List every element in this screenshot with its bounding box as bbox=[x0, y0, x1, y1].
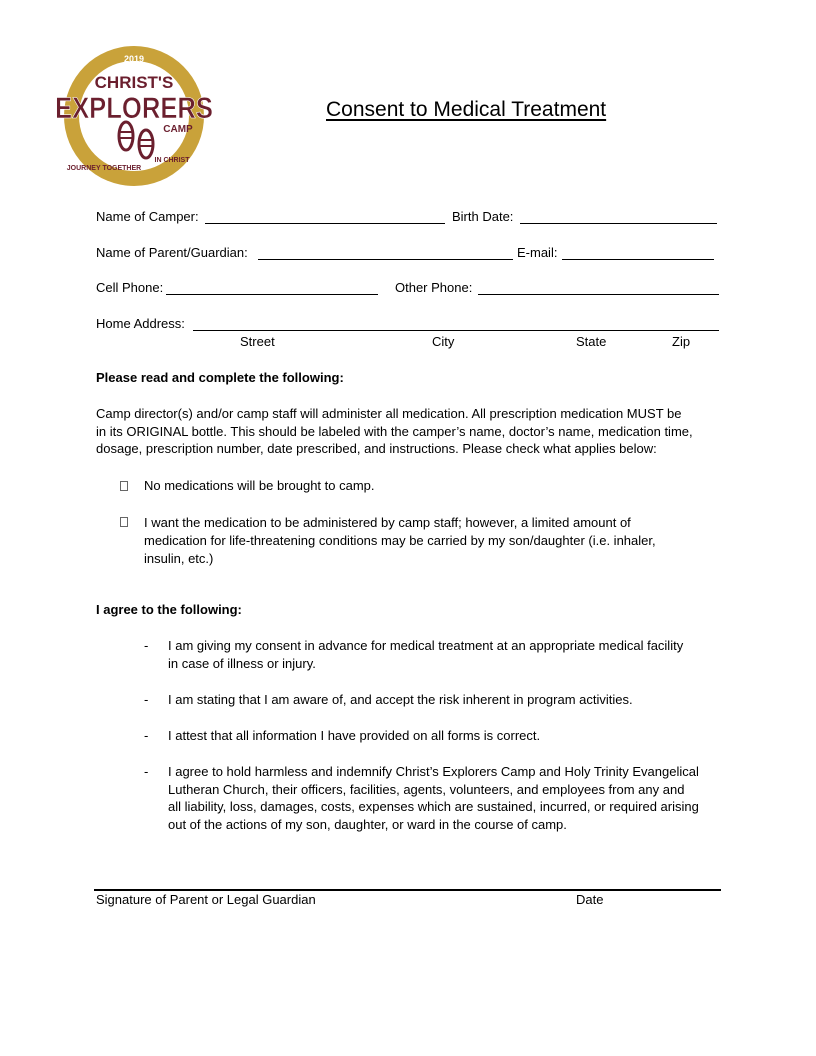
agreement-line: all liability, loss, damages, costs, expenses which are sustained, incurred, or required arising bbox=[168, 799, 699, 814]
bullet-dash: - bbox=[144, 638, 149, 653]
no-medications-checkbox[interactable] bbox=[120, 481, 128, 491]
email-field[interactable] bbox=[562, 259, 714, 260]
svg-text:JOURNEY TOGETHER: JOURNEY TOGETHER bbox=[66, 165, 142, 172]
birth-date-label: Birth Date: bbox=[452, 209, 514, 224]
svg-text:IN CHRIST: IN CHRIST bbox=[154, 157, 190, 164]
home-address-field[interactable] bbox=[193, 330, 719, 331]
bullet-dash: - bbox=[144, 728, 149, 743]
signature-label: Signature of Parent or Legal Guardian bbox=[96, 892, 316, 907]
agreement-line: I am stating that I am aware of, and accept the risk inherent in program activities. bbox=[168, 692, 633, 707]
option-line: medication for life-threatening conditions may be carried by my son/daughter (i.e. inhaler, bbox=[144, 533, 656, 548]
home-address-label: Home Address: bbox=[96, 316, 185, 331]
instructions-line: Camp director(s) and/or camp staff will administer all medication. All prescription medication MUST be bbox=[96, 406, 682, 421]
option-line: No medications will be brought to camp. bbox=[144, 478, 375, 493]
agreement-line: out of the actions of my son, daughter, or ward in the course of camp. bbox=[168, 817, 567, 832]
page-title: Consent to Medical Treatment bbox=[326, 98, 607, 121]
option-line: I want the medication to be administered by camp staff; however, a limited amount of bbox=[144, 515, 631, 530]
camp-logo-graphic bbox=[54, 44, 216, 188]
cell-phone-label: Cell Phone: bbox=[96, 280, 164, 295]
parent-name-label: Name of Parent/Guardian: bbox=[96, 245, 248, 260]
camper-name-label: Name of Camper: bbox=[96, 209, 199, 224]
agreement-line: in case of illness or injury. bbox=[168, 656, 316, 671]
bullet-dash: - bbox=[144, 764, 149, 779]
svg-text:CHRIST'S: CHRIST'S bbox=[94, 73, 174, 92]
agreement-line: I am giving my consent in advance for medical treatment at an appropriate medical facility bbox=[168, 638, 684, 653]
agreement-line: I agree to hold harmless and indemnify Christ’s Explorers Camp and Holy Trinity Evangelical bbox=[168, 764, 699, 779]
instructions-line: dosage, prescription number, date prescribed, and instructions. Please check what applies below: bbox=[96, 441, 657, 456]
agreement-line: I attest that all information I have provided on all forms is correct. bbox=[168, 728, 541, 743]
svg-text:2019: 2019 bbox=[123, 54, 145, 64]
instructions-line: in its ORIGINAL bottle. This should be labeled with the camper’s name, doctor’s name, medication time, bbox=[96, 424, 693, 439]
birth-date-field[interactable] bbox=[520, 223, 717, 224]
svg-text:EXPLORERS: EXPLORERS bbox=[55, 92, 213, 125]
camp-logo bbox=[54, 44, 216, 188]
agreement-line: Lutheran Church, their officers, facilities, agents, volunteers, and employees from any and bbox=[168, 782, 685, 797]
other-phone-label: Other Phone: bbox=[395, 280, 473, 295]
other-phone-field[interactable] bbox=[478, 294, 719, 295]
option-line: insulin, etc.) bbox=[144, 551, 214, 566]
address-street-label: Street bbox=[240, 334, 275, 349]
signature-date-label: Date bbox=[576, 892, 604, 907]
bullet-dash: - bbox=[144, 692, 149, 707]
camper-name-field[interactable] bbox=[205, 223, 445, 224]
cell-phone-field[interactable] bbox=[166, 294, 378, 295]
staff-administer-checkbox[interactable] bbox=[120, 517, 128, 527]
address-city-label: City bbox=[432, 334, 455, 349]
svg-text:CAMP: CAMP bbox=[163, 124, 193, 135]
section2-heading: I agree to the following: bbox=[96, 602, 242, 617]
address-state-label: State bbox=[576, 334, 607, 349]
address-zip-label: Zip bbox=[672, 334, 691, 349]
email-label: E-mail: bbox=[517, 245, 558, 260]
parent-name-field[interactable] bbox=[258, 259, 513, 260]
section1-heading: Please read and complete the following: bbox=[96, 370, 344, 385]
